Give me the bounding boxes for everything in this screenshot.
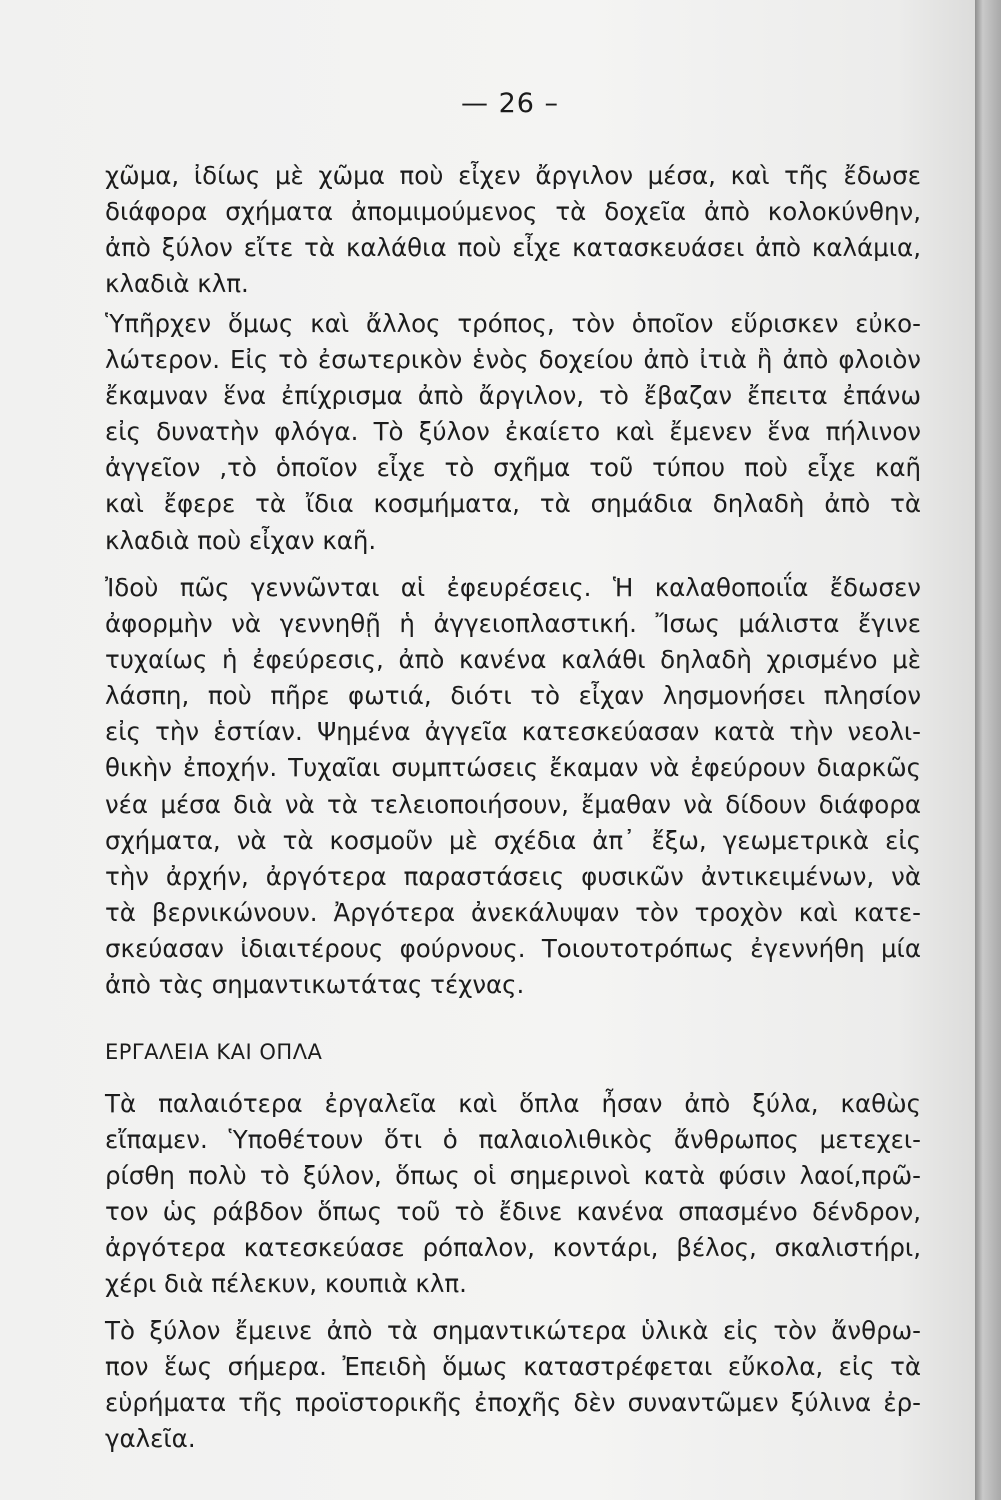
text-line: τυχαίως ἡ ἐφεύρεσις, ἀπὸ κανένα καλάθι δηλαδὴ χρισμένο μὲ xyxy=(105,645,921,675)
text-line: εὑρήματα τῆς προϊστορικῆς ἐποχῆς δὲν συναντῶμεν ξύλινα ἐρ- xyxy=(105,1388,921,1418)
text-line: γαλεῖα. xyxy=(105,1424,196,1454)
paragraph-3 xyxy=(105,570,921,1003)
text-line: εἰς τὴν ἑστίαν. Ψημένα ἀγγεῖα κατεσκεύασαν κατὰ τὴν νεολι- xyxy=(105,717,921,747)
text-line: Τὸ ξύλον ἔμεινε ἀπὸ τὰ σημαντικώτερα ὑλικὰ εἰς τὸν ἄνθρω- xyxy=(105,1316,921,1345)
text-line: ἀπὸ τὰς σημαντικωτάτας τέχνας. xyxy=(105,970,525,1000)
book-edge xyxy=(975,0,1001,1500)
text-line: χέρι διὰ πέλεκυν, κουπιὰ κλπ. xyxy=(105,1269,467,1299)
text-line: ἀγγεῖον ,τὸ ὁποῖον εἶχε τὸ σχῆμα τοῦ τύπου ποὺ εἶχε καῆ xyxy=(105,453,921,483)
text-line: τον ὡς ράβδον ὅπως τοῦ τὸ ἔδινε κανένα σπασμένο δένδρον, xyxy=(105,1197,921,1227)
paragraph-4 xyxy=(105,1086,921,1303)
text-line: ἀπὸ ξύλον εἴτε τὰ καλάθια ποὺ εἶχε κατασκευάσει ἀπὸ καλάμια, xyxy=(105,233,921,263)
text-line: Τὰ παλαιότερα ἐργαλεῖα καὶ ὅπλα ἦσαν ἀπὸ ξύλα, καθὼς xyxy=(105,1089,921,1118)
text-line: διάφορα σχήματα ἀπομιμούμενος τὰ δοχεῖα ἀπὸ κολοκύνθην, xyxy=(105,197,921,227)
text-line: σχήματα, νὰ τὰ κοσμοῦν μὲ σχέδια ἀπ᾿ ἔξω, γεωμετρικὰ εἰς xyxy=(105,825,921,855)
paragraph-1 xyxy=(105,158,921,302)
text-line: τὴν ἀρχήν, ἀργότερα παραστάσεις φυσικῶν ἀντικειμένων, νὰ xyxy=(105,861,921,891)
page-number: — 26 – xyxy=(460,88,560,119)
text-line: τὰ βερνικώνουν. Ἀργότερα ἀνεκάλυψαν τὸν τροχὸν καὶ κατε- xyxy=(105,897,921,927)
text-line: πον ἕως σήμερα. Ἐπειδὴ ὅμως καταστρέφεται εὔκολα, εἰς τὰ xyxy=(105,1352,921,1382)
text-line: εἰς δυνατὴν φλόγα. Τὸ ξύλον ἐκαίετο καὶ ἔμενεν ἕνα πήλινον xyxy=(105,417,921,447)
text-line: καὶ ἔφερε τὰ ἴδια κοσμήματα, τὰ σημάδια δηλαδὴ ἀπὸ τὰ xyxy=(105,489,921,519)
section-heading: ΕΡΓΑΛΕΙΑ ΚΑΙ ΟΠΛΑ xyxy=(105,1040,323,1064)
text-line: ἀργότερα κατεσκεύασε ρόπαλον, κοντάρι, βέλος, σκαλιστήρι, xyxy=(105,1233,921,1263)
text-line: θικὴν ἐποχήν. Τυχαῖαι συμπτώσεις ἔκαμαν νὰ ἐφεύρουν διαρκῶς xyxy=(105,753,921,783)
text-line: εἴπαμεν. Ὑποθέτουν ὅτι ὁ παλαιολιθικὸς ἄνθρωπος μετεχει- xyxy=(105,1125,921,1155)
text-line: Ὑπῆρχεν ὅμως καὶ ἄλλος τρόπος, τὸν ὁποῖον εὕρισκεν εὐκο- xyxy=(105,309,921,338)
text-line: σκεύασαν ἰδιαιτέρους φούρνους. Τοιουτοτρόπως ἐγεννήθη μία xyxy=(105,933,921,963)
text-line: λώτερον. Εἰς τὸ ἐσωτερικὸν ἑνὸς δοχείου ἀπὸ ἰτιὰ ἢ ἀπὸ φλοιὸν xyxy=(105,345,921,375)
text-line: ρίσθη πολὺ τὸ ξύλον, ὅπως οἱ σημερινοὶ κατὰ φύσιν λαοί,πρῶ- xyxy=(105,1161,921,1191)
text-line: ἔκαμναν ἕνα ἐπίχρισμα ἀπὸ ἄργιλον, τὸ ἔβαζαν ἔπειτα ἐπάνω xyxy=(105,381,921,411)
paragraph-5 xyxy=(105,1313,921,1457)
text-line: χῶμα, ἰδίως μὲ χῶμα ποὺ εἶχεν ἄργιλον μέσα, καὶ τῆς ἔδωσε xyxy=(105,161,921,190)
text-line: Ἰδοὺ πῶς γεννῶνται αἱ ἐφευρέσεις. Ἡ καλαθοποιΐα ἔδωσεν xyxy=(105,573,921,602)
text-line: ἀφορμὴν νὰ γεννηθῇ ἡ ἀγγειοπλαστική. Ἴσως μάλιστα ἔγινε xyxy=(105,609,921,639)
text-line: λάσπη, ποὺ πῆρε φωτιά, διότι τὸ εἶχαν λησμονήσει πλησίον xyxy=(105,681,921,711)
paragraph-2 xyxy=(105,306,921,559)
text-line: κλαδιὰ κλπ. xyxy=(105,269,249,299)
text-line: νέα μέσα διὰ νὰ τὰ τελειοποιήσουν, ἔμαθαν νὰ δίδουν διάφορα xyxy=(105,789,921,819)
text-line: κλαδιὰ ποὺ εἶχαν καῆ. xyxy=(105,525,377,555)
